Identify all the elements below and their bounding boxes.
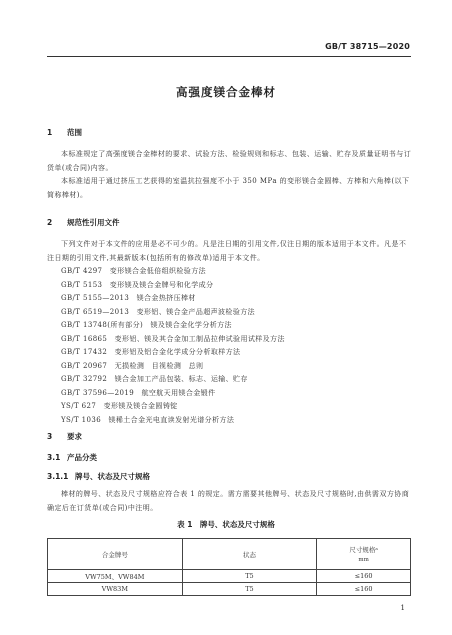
size-header-label: 尺寸规格ᵃ bbox=[349, 546, 378, 554]
reference-item: GB/T 4297 变形镁合金低倍组织检验方法 bbox=[61, 267, 207, 275]
column-header-size bbox=[317, 539, 411, 570]
reference-item: GB/T 13748(所有部分) 镁及镁合金化学分析方法 bbox=[61, 321, 232, 329]
grade-temper-size-table bbox=[47, 538, 411, 596]
section-1-paragraph-1 bbox=[47, 148, 412, 175]
section-2-number: 2 bbox=[47, 218, 53, 227]
table-row bbox=[48, 570, 411, 583]
section-2-heading bbox=[47, 217, 120, 228]
reference-item: GB/T 5153 变形镁及镁合金牌号和化学成分 bbox=[61, 280, 214, 289]
page-number: 1 bbox=[400, 604, 405, 612]
table-row bbox=[48, 583, 411, 596]
table-cell-grade: VW75M、VW84M bbox=[48, 570, 183, 583]
table-cell-size: ≤160 bbox=[317, 570, 411, 583]
section-1-heading bbox=[47, 127, 82, 138]
section-2-intro-text: 下列文件对于本文件的应用是必不可少的。凡是注日期的引用文件,仅注日期的版本适用于本文件。凡是不注日期的引用文件,其最新版本(包括所有的修改单)适用于本文件。 bbox=[47, 240, 407, 262]
table-header-row bbox=[48, 539, 411, 570]
reference-item: GB/T 37596—2019 航空航天用镁合金锻件 bbox=[61, 388, 216, 397]
section-3-title: 要求 bbox=[67, 432, 82, 441]
document-title: 高强度镁合金棒材 bbox=[176, 85, 276, 99]
table-caption: 表 1 牌号、状态及尺寸规格 bbox=[177, 520, 275, 529]
reference-item: YS/T 1036 镁稀土合金光电直读发射光谱分析方法 bbox=[61, 415, 235, 424]
section-2-title: 规范性引用文件 bbox=[67, 218, 120, 227]
reference-item: GB/T 5155—2013 镁合金热挤压棒材 bbox=[61, 294, 196, 302]
table-cell-temper: T5 bbox=[182, 570, 317, 583]
subsection-3-1-1-title: 牌号、状态及尺寸规格 bbox=[75, 472, 150, 481]
section-1-text-1: 本标准规定了高强度镁合金棒材的要求、试验方法、检验规则和标志、包装、运输、贮存及质量证明书与订货单(或合同)内容。 bbox=[47, 150, 412, 172]
normative-reference-list bbox=[61, 265, 411, 427]
section-1-number: 1 bbox=[47, 128, 53, 137]
table-cell-grade: VW83M bbox=[48, 583, 183, 596]
table-cell-size: ≤160 bbox=[317, 583, 411, 596]
table-cell-temper: T5 bbox=[182, 583, 317, 596]
column-header-grade: 合金牌号 bbox=[48, 539, 183, 570]
section-3-text-1: 棒材的牌号、状态及尺寸规格应符合表 1 的规定。需方需要其他牌号、状态及尺寸规格时,由供需双方协商确定后在订货单(或合同)中注明。 bbox=[47, 490, 410, 512]
size-header-unit: mm bbox=[358, 557, 369, 563]
section-3-paragraph-1 bbox=[47, 488, 412, 515]
reference-item: GB/T 17432 变形铝及铝合金化学成分分析取样方法 bbox=[61, 348, 241, 356]
section-3-number: 3 bbox=[47, 432, 53, 441]
section-1-text-2: 本标准适用于通过挤压工艺获得的室温抗拉强度不小于 350 MPa 的变形镁合金圆棒、方棒和六角棒(以下简称棒材)。 bbox=[47, 177, 410, 199]
section-1-paragraph-2 bbox=[47, 175, 412, 202]
reference-item: GB/T 32792 镁合金加工产品包装、标志、运输、贮存 bbox=[61, 375, 248, 383]
reference-item: YS/T 627 变形镁及镁合金圆铸锭 bbox=[61, 402, 178, 410]
subsection-3-1-number: 3.1 bbox=[47, 453, 61, 462]
reference-item: GB/T 20967 无损检测 目视检测 总则 bbox=[61, 361, 204, 370]
reference-item: GB/T 6519—2013 变形铝、镁合金产品超声波检验方法 bbox=[61, 307, 256, 316]
standard-code: GB/T 38715—2020 bbox=[325, 42, 410, 51]
section-3-heading bbox=[47, 431, 82, 442]
column-header-temper: 状态 bbox=[182, 539, 317, 570]
header-divider bbox=[47, 56, 411, 57]
reference-item: GB/T 16865 变形铝、镁及其合金加工制品拉伸试验用试样及方法 bbox=[61, 334, 285, 343]
subsection-3-1-1-number: 3.1.1 bbox=[47, 472, 69, 481]
subsection-3-1-heading bbox=[47, 452, 97, 463]
section-1-title: 范围 bbox=[67, 128, 82, 137]
subsection-3-1-1-heading bbox=[47, 471, 150, 482]
section-2-intro bbox=[47, 238, 412, 265]
subsection-3-1-title: 产品分类 bbox=[67, 453, 97, 462]
